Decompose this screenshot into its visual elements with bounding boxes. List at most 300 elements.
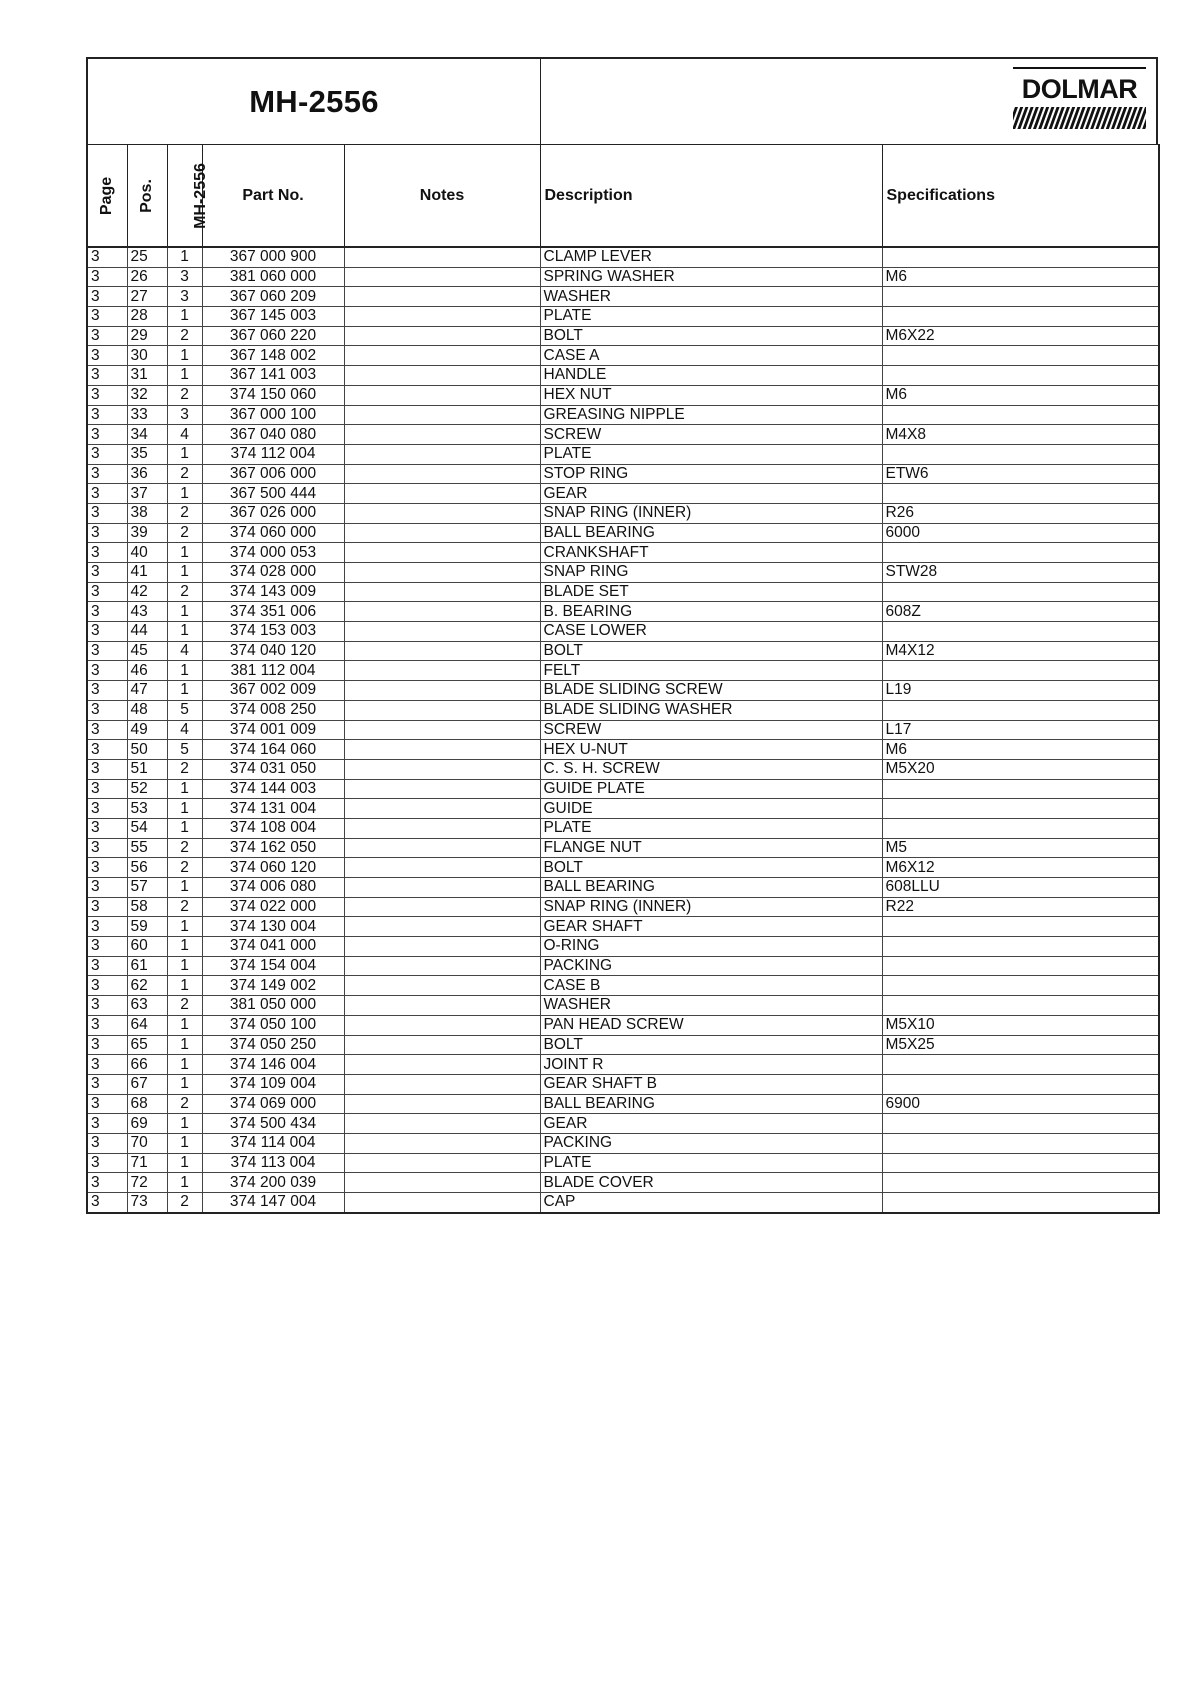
cell-pos: 27: [127, 287, 167, 307]
cell-qty: 1: [167, 1114, 202, 1134]
cell-specification: [882, 1055, 1159, 1075]
cell-qty: 3: [167, 405, 202, 425]
cell-part-no: 374 113 004: [202, 1153, 344, 1173]
cell-specification: [882, 917, 1159, 937]
cell-pos: 51: [127, 759, 167, 779]
model-title-cell: [88, 59, 541, 144]
cell-description: GEAR SHAFT: [540, 917, 882, 937]
cell-description: BLADE SLIDING SCREW: [540, 681, 882, 701]
cell-notes: [344, 1114, 540, 1134]
cell-pos: 26: [127, 267, 167, 287]
cell-page: 3: [87, 1153, 127, 1173]
cell-part-no: 374 041 000: [202, 937, 344, 957]
cell-notes: [344, 838, 540, 858]
cell-qty: 2: [167, 897, 202, 917]
cell-part-no: 367 006 000: [202, 464, 344, 484]
cell-description: FLANGE NUT: [540, 838, 882, 858]
cell-specification: [882, 307, 1159, 327]
table-row: [87, 1173, 1159, 1193]
cell-notes: [344, 1015, 540, 1035]
cell-page: 3: [87, 464, 127, 484]
cell-pos: 30: [127, 346, 167, 366]
cell-part-no: 374 154 004: [202, 956, 344, 976]
cell-page: 3: [87, 779, 127, 799]
cell-pos: 47: [127, 681, 167, 701]
table-row: [87, 1074, 1159, 1094]
cell-qty: 5: [167, 700, 202, 720]
cell-description: CAP: [540, 1193, 882, 1213]
cell-page: 3: [87, 937, 127, 957]
table-row: [87, 1153, 1159, 1173]
table-row: [87, 287, 1159, 307]
cell-description: BOLT: [540, 641, 882, 661]
table-row: [87, 976, 1159, 996]
table-row: [87, 326, 1159, 346]
cell-specification: 6000: [882, 523, 1159, 543]
cell-description: CASE B: [540, 976, 882, 996]
table-row: [87, 385, 1159, 405]
cell-page: 3: [87, 740, 127, 760]
cell-page: 3: [87, 503, 127, 523]
sheet-header: [86, 57, 1158, 144]
cell-specification: [882, 956, 1159, 976]
cell-pos: 67: [127, 1074, 167, 1094]
cell-notes: [344, 1133, 540, 1153]
cell-description: GEAR: [540, 1114, 882, 1134]
cell-page: 3: [87, 523, 127, 543]
cell-specification: [882, 996, 1159, 1016]
column-header-specifications: Specifications: [882, 145, 1159, 248]
cell-description: CRANKSHAFT: [540, 543, 882, 563]
cell-specification: [882, 661, 1159, 681]
table-row: [87, 1055, 1159, 1075]
cell-qty: 4: [167, 720, 202, 740]
cell-description: GUIDE: [540, 799, 882, 819]
cell-qty: 1: [167, 307, 202, 327]
cell-description: GEAR: [540, 484, 882, 504]
cell-notes: [344, 720, 540, 740]
cell-specification: [882, 976, 1159, 996]
cell-specification: M5X25: [882, 1035, 1159, 1055]
cell-notes: [344, 779, 540, 799]
cell-qty: 2: [167, 838, 202, 858]
cell-notes: [344, 484, 540, 504]
cell-pos: 68: [127, 1094, 167, 1114]
cell-notes: [344, 740, 540, 760]
cell-specification: [882, 1133, 1159, 1153]
cell-specification: [882, 799, 1159, 819]
table-row: [87, 1035, 1159, 1055]
cell-specification: 608Z: [882, 602, 1159, 622]
cell-notes: [344, 1055, 540, 1075]
cell-specification: M4X12: [882, 641, 1159, 661]
table-row: [87, 307, 1159, 327]
dolmar-logo: [1013, 67, 1146, 129]
cell-notes: [344, 818, 540, 838]
cell-pos: 33: [127, 405, 167, 425]
cell-qty: 1: [167, 661, 202, 681]
table-row: [87, 878, 1159, 898]
cell-page: 3: [87, 366, 127, 386]
cell-page: 3: [87, 641, 127, 661]
cell-notes: [344, 1094, 540, 1114]
logo-cell: [541, 59, 1156, 144]
cell-part-no: 374 108 004: [202, 818, 344, 838]
cell-qty: 4: [167, 425, 202, 445]
cell-description: BALL BEARING: [540, 1094, 882, 1114]
cell-description: BLADE SLIDING WASHER: [540, 700, 882, 720]
cell-description: JOINT R: [540, 1055, 882, 1075]
cell-description: GEAR SHAFT B: [540, 1074, 882, 1094]
cell-description: PLATE: [540, 818, 882, 838]
cell-part-no: 367 060 209: [202, 287, 344, 307]
cell-qty: 1: [167, 484, 202, 504]
cell-qty: 2: [167, 759, 202, 779]
cell-specification: [882, 484, 1159, 504]
cell-page: 3: [87, 1055, 127, 1075]
cell-pos: 63: [127, 996, 167, 1016]
cell-pos: 39: [127, 523, 167, 543]
cell-specification: M4X8: [882, 425, 1159, 445]
cell-qty: 1: [167, 622, 202, 642]
cell-part-no: 374 060 000: [202, 523, 344, 543]
cell-page: 3: [87, 582, 127, 602]
cell-description: BLADE SET: [540, 582, 882, 602]
cell-pos: 34: [127, 425, 167, 445]
cell-page: 3: [87, 759, 127, 779]
cell-description: PAN HEAD SCREW: [540, 1015, 882, 1035]
cell-description: BOLT: [540, 1035, 882, 1055]
cell-description: C. S. H. SCREW: [540, 759, 882, 779]
cell-page: 3: [87, 1133, 127, 1153]
cell-page: 3: [87, 543, 127, 563]
cell-page: 3: [87, 1114, 127, 1134]
cell-pos: 54: [127, 818, 167, 838]
cell-specification: M5X20: [882, 759, 1159, 779]
cell-part-no: 374 050 250: [202, 1035, 344, 1055]
cell-specification: M5X10: [882, 1015, 1159, 1035]
cell-part-no: 374 130 004: [202, 917, 344, 937]
cell-page: 3: [87, 287, 127, 307]
cell-qty: 1: [167, 1173, 202, 1193]
table-row: [87, 661, 1159, 681]
cell-page: 3: [87, 346, 127, 366]
cell-notes: [344, 523, 540, 543]
cell-pos: 70: [127, 1133, 167, 1153]
table-row: [87, 523, 1159, 543]
column-header-part-no: Part No.: [202, 145, 344, 248]
cell-specification: L19: [882, 681, 1159, 701]
cell-page: 3: [87, 720, 127, 740]
cell-qty: 5: [167, 740, 202, 760]
cell-specification: M6: [882, 267, 1159, 287]
cell-page: 3: [87, 897, 127, 917]
cell-pos: 45: [127, 641, 167, 661]
cell-specification: [882, 346, 1159, 366]
cell-page: 3: [87, 1193, 127, 1213]
cell-pos: 72: [127, 1173, 167, 1193]
cell-part-no: 374 150 060: [202, 385, 344, 405]
parts-table-header: [87, 145, 1159, 248]
cell-part-no: 367 000 900: [202, 247, 344, 267]
cell-description: HANDLE: [540, 366, 882, 386]
table-row: [87, 622, 1159, 642]
cell-pos: 25: [127, 247, 167, 267]
cell-pos: 31: [127, 366, 167, 386]
cell-page: 3: [87, 1074, 127, 1094]
cell-specification: [882, 444, 1159, 464]
column-header-pos: Pos.: [127, 145, 167, 248]
column-header-page: Page: [87, 145, 127, 248]
cell-specification: [882, 1173, 1159, 1193]
cell-notes: [344, 267, 540, 287]
cell-page: 3: [87, 444, 127, 464]
cell-specification: [882, 287, 1159, 307]
cell-pos: 53: [127, 799, 167, 819]
cell-notes: [344, 247, 540, 267]
cell-notes: [344, 858, 540, 878]
table-row: [87, 563, 1159, 583]
cell-specification: [882, 700, 1159, 720]
cell-notes: [344, 1193, 540, 1213]
cell-specification: 6900: [882, 1094, 1159, 1114]
cell-description: CASE LOWER: [540, 622, 882, 642]
table-row: [87, 956, 1159, 976]
table-row: [87, 405, 1159, 425]
cell-page: 3: [87, 700, 127, 720]
cell-pos: 41: [127, 563, 167, 583]
cell-qty: 1: [167, 346, 202, 366]
cell-part-no: 374 060 120: [202, 858, 344, 878]
cell-notes: [344, 405, 540, 425]
cell-notes: [344, 543, 540, 563]
table-row: [87, 267, 1159, 287]
cell-specification: M6: [882, 740, 1159, 760]
cell-specification: [882, 937, 1159, 957]
cell-specification: [882, 622, 1159, 642]
cell-page: 3: [87, 838, 127, 858]
cell-part-no: 374 500 434: [202, 1114, 344, 1134]
cell-part-no: 374 143 009: [202, 582, 344, 602]
table-row: [87, 700, 1159, 720]
cell-specification: [882, 1153, 1159, 1173]
cell-page: 3: [87, 425, 127, 445]
cell-notes: [344, 976, 540, 996]
cell-qty: 1: [167, 444, 202, 464]
cell-qty: 1: [167, 1055, 202, 1075]
cell-specification: [882, 1193, 1159, 1213]
parts-table: [86, 144, 1160, 1214]
cell-page: 3: [87, 385, 127, 405]
cell-part-no: 374 351 006: [202, 602, 344, 622]
cell-notes: [344, 1074, 540, 1094]
cell-part-no: 374 112 004: [202, 444, 344, 464]
cell-page: 3: [87, 878, 127, 898]
cell-notes: [344, 937, 540, 957]
cell-qty: 1: [167, 818, 202, 838]
table-row: [87, 1133, 1159, 1153]
table-row: [87, 996, 1159, 1016]
cell-notes: [344, 563, 540, 583]
cell-part-no: 367 002 009: [202, 681, 344, 701]
cell-pos: 61: [127, 956, 167, 976]
cell-description: BLADE COVER: [540, 1173, 882, 1193]
cell-description: SPRING WASHER: [540, 267, 882, 287]
cell-page: 3: [87, 267, 127, 287]
cell-pos: 59: [127, 917, 167, 937]
cell-description: BOLT: [540, 858, 882, 878]
cell-part-no: 367 060 220: [202, 326, 344, 346]
cell-qty: 1: [167, 1133, 202, 1153]
table-row: [87, 917, 1159, 937]
cell-qty: 1: [167, 563, 202, 583]
cell-description: HEX U-NUT: [540, 740, 882, 760]
cell-part-no: 374 147 004: [202, 1193, 344, 1213]
cell-pos: 28: [127, 307, 167, 327]
table-row: [87, 779, 1159, 799]
cell-pos: 48: [127, 700, 167, 720]
table-row: [87, 759, 1159, 779]
table-row: [87, 858, 1159, 878]
column-header-qty: MH-2556: [167, 145, 202, 248]
cell-qty: 1: [167, 1153, 202, 1173]
cell-part-no: 374 022 000: [202, 897, 344, 917]
cell-description: WASHER: [540, 996, 882, 1016]
cell-qty: 1: [167, 681, 202, 701]
cell-page: 3: [87, 956, 127, 976]
cell-specification: M6X22: [882, 326, 1159, 346]
table-row: [87, 1193, 1159, 1213]
cell-specification: R22: [882, 897, 1159, 917]
cell-qty: 2: [167, 1094, 202, 1114]
logo-wordmark: DOLMAR: [1021, 74, 1138, 104]
cell-specification: [882, 543, 1159, 563]
logo-stripes-icon: [1013, 107, 1146, 129]
cell-qty: 2: [167, 464, 202, 484]
table-row: [87, 897, 1159, 917]
cell-notes: [344, 287, 540, 307]
table-row: [87, 641, 1159, 661]
cell-page: 3: [87, 996, 127, 1016]
cell-qty: 1: [167, 878, 202, 898]
cell-specification: [882, 779, 1159, 799]
cell-qty: 1: [167, 543, 202, 563]
cell-description: B. BEARING: [540, 602, 882, 622]
cell-page: 3: [87, 622, 127, 642]
cell-notes: [344, 1035, 540, 1055]
cell-description: BALL BEARING: [540, 523, 882, 543]
cell-description: CASE A: [540, 346, 882, 366]
cell-page: 3: [87, 681, 127, 701]
cell-part-no: 367 148 002: [202, 346, 344, 366]
table-row: [87, 818, 1159, 838]
cell-part-no: 367 000 100: [202, 405, 344, 425]
cell-qty: 2: [167, 858, 202, 878]
table-row: [87, 484, 1159, 504]
cell-page: 3: [87, 602, 127, 622]
table-row: [87, 720, 1159, 740]
cell-pos: 46: [127, 661, 167, 681]
cell-specification: [882, 405, 1159, 425]
cell-description: SCREW: [540, 720, 882, 740]
cell-pos: 66: [127, 1055, 167, 1075]
cell-notes: [344, 346, 540, 366]
cell-notes: [344, 1153, 540, 1173]
cell-part-no: 374 149 002: [202, 976, 344, 996]
cell-specification: [882, 818, 1159, 838]
cell-page: 3: [87, 917, 127, 937]
cell-part-no: 374 109 004: [202, 1074, 344, 1094]
cell-notes: [344, 700, 540, 720]
cell-page: 3: [87, 818, 127, 838]
cell-notes: [344, 582, 540, 602]
cell-page: 3: [87, 1035, 127, 1055]
cell-notes: [344, 878, 540, 898]
cell-description: BOLT: [540, 326, 882, 346]
cell-description: SNAP RING (INNER): [540, 897, 882, 917]
cell-qty: 2: [167, 385, 202, 405]
cell-pos: 65: [127, 1035, 167, 1055]
cell-pos: 71: [127, 1153, 167, 1173]
cell-pos: 57: [127, 878, 167, 898]
cell-part-no: 374 000 053: [202, 543, 344, 563]
cell-part-no: 374 006 080: [202, 878, 344, 898]
cell-description: PACKING: [540, 956, 882, 976]
cell-notes: [344, 956, 540, 976]
cell-description: PACKING: [540, 1133, 882, 1153]
cell-qty: 2: [167, 503, 202, 523]
cell-pos: 69: [127, 1114, 167, 1134]
table-row: [87, 602, 1159, 622]
cell-pos: 55: [127, 838, 167, 858]
cell-pos: 35: [127, 444, 167, 464]
cell-part-no: 374 031 050: [202, 759, 344, 779]
column-header-notes: Notes: [344, 145, 540, 248]
cell-page: 3: [87, 326, 127, 346]
cell-specification: 608LLU: [882, 878, 1159, 898]
cell-qty: 2: [167, 582, 202, 602]
cell-notes: [344, 622, 540, 642]
cell-part-no: 374 001 009: [202, 720, 344, 740]
table-row: [87, 1015, 1159, 1035]
cell-notes: [344, 917, 540, 937]
cell-description: PLATE: [540, 1153, 882, 1173]
table-row: [87, 346, 1159, 366]
cell-description: SCREW: [540, 425, 882, 445]
cell-part-no: 374 162 050: [202, 838, 344, 858]
cell-page: 3: [87, 661, 127, 681]
parts-table-body: [87, 247, 1159, 1213]
cell-part-no: 381 050 000: [202, 996, 344, 1016]
cell-specification: M6X12: [882, 858, 1159, 878]
cell-description: SNAP RING: [540, 563, 882, 583]
cell-qty: 1: [167, 1074, 202, 1094]
cell-notes: [344, 444, 540, 464]
table-row: [87, 247, 1159, 267]
cell-qty: 2: [167, 1193, 202, 1213]
cell-pos: 32: [127, 385, 167, 405]
cell-part-no: 367 141 003: [202, 366, 344, 386]
cell-qty: 1: [167, 1035, 202, 1055]
cell-description: WASHER: [540, 287, 882, 307]
cell-part-no: 374 131 004: [202, 799, 344, 819]
cell-pos: 64: [127, 1015, 167, 1035]
cell-notes: [344, 464, 540, 484]
cell-description: STOP RING: [540, 464, 882, 484]
cell-part-no: 374 028 000: [202, 563, 344, 583]
table-row: [87, 937, 1159, 957]
cell-qty: 1: [167, 917, 202, 937]
